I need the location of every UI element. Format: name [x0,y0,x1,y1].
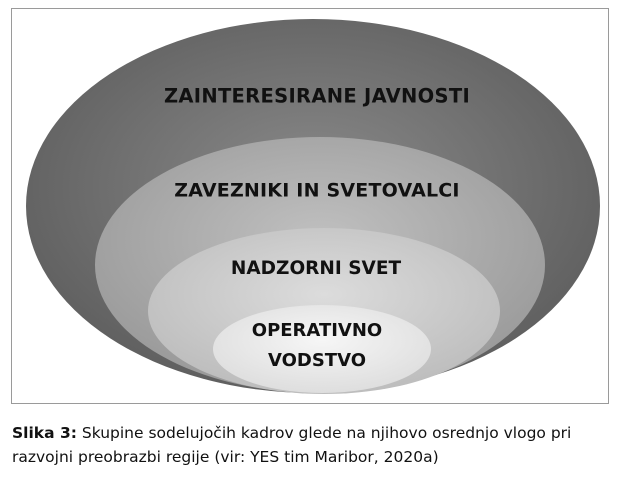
caption-text: Skupine sodelujočih kadrov glede na njihovo osrednjo vlogo pri razvojni preobrazbi regije (vir: YES tim Maribor, 2020a) [12,424,572,466]
figure-caption [12,421,612,469]
figure-frame [11,8,609,404]
layer-label-management-line1: OPERATIVNO [251,320,383,341]
layer-label-allies: ZAVEZNIKI IN SVETOVALCI [174,179,460,202]
layer-label-stakeholders: ZAINTERESIRANE JAVNOSTI [163,84,471,108]
layer-ellipse-management [213,305,431,393]
layer-label-board: NADZORNI SVET [230,258,402,279]
nested-ellipse-diagram [12,9,609,404]
layer-label-management-line2: VODSTVO [267,350,367,371]
caption-label: Slika 3: [12,424,77,442]
